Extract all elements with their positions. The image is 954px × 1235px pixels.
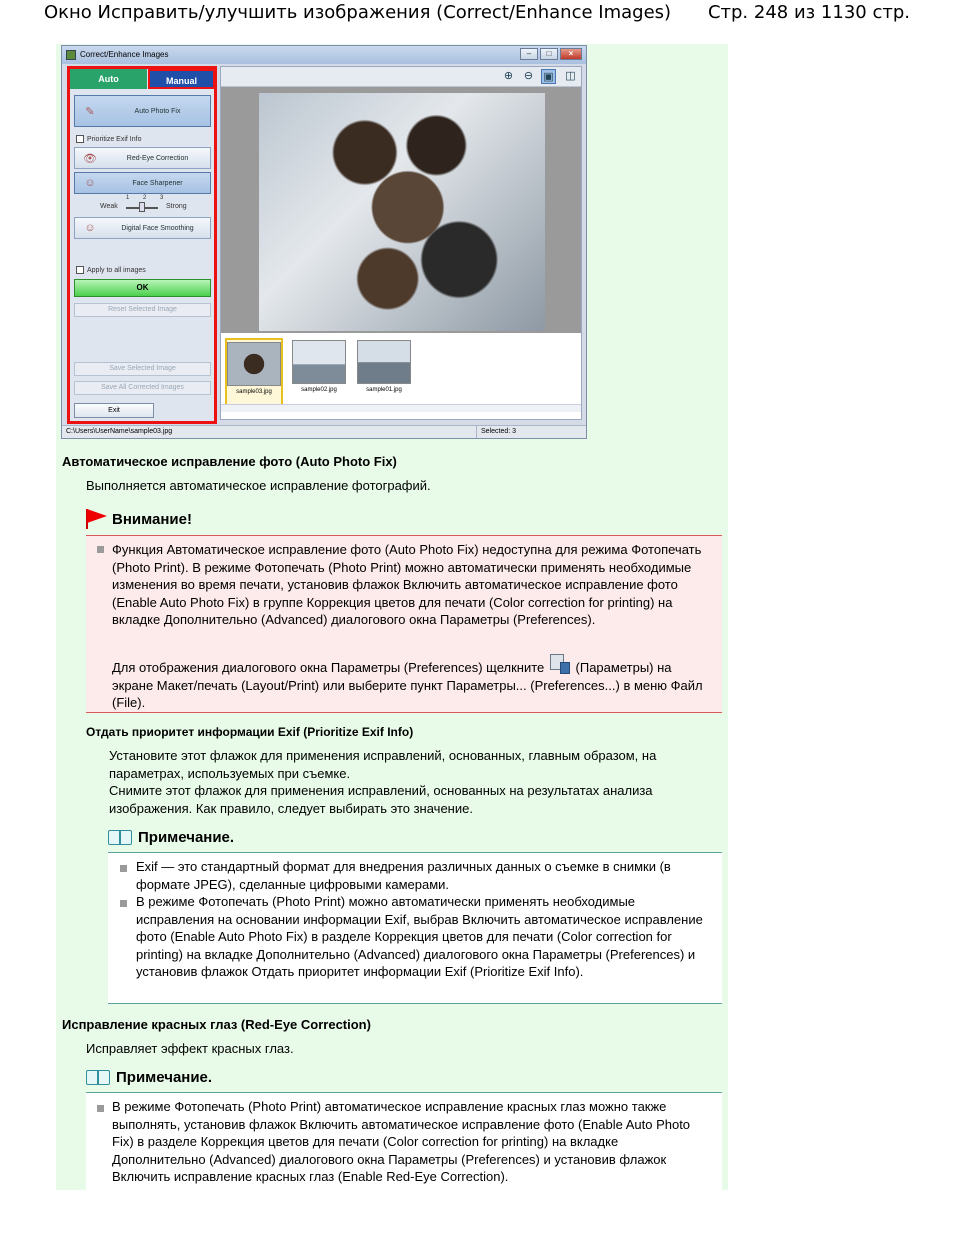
tab-manual[interactable]: Manual (148, 69, 215, 89)
status-bar (62, 425, 586, 438)
warning-flag-icon (84, 509, 108, 529)
checkbox-box (76, 135, 84, 143)
thumbnail-image (292, 340, 346, 384)
zoom-out-icon[interactable]: ⊖ (523, 70, 534, 82)
face-sharpener-label: Face Sharpener (132, 179, 183, 187)
note-1-item-1: Exif — это стандартный формат для внедрения различных данных о съемке в снимки (в формате JPEG), сделанные цифровыми камерами. (136, 859, 671, 892)
note-1-item-2: В режиме Фотопечать (Photo Print) можно автоматически применять необходимые исправления на основании информации Exif, выбрав Включить автоматическое исправление фото (Enable Auto Photo Fix) в разделе Коррекция цветов для печати (Color correction for printing) на вкладке Дополнительно (Advanced) диалогового окна Параметры (Preferences) и установив флажок Отдать приоритет информации Exif (Prioritize Exif Info). (136, 894, 703, 979)
slider-ticks: 1 2 3 (126, 195, 170, 201)
warning-box (86, 535, 722, 713)
app-icon (66, 50, 76, 60)
auto-fix-description: Выполняется автоматическое исправление фотографий. (86, 478, 431, 493)
bullet-icon (97, 546, 104, 553)
compare-view-icon[interactable]: ◫ (565, 70, 576, 82)
note-title-text: Примечание. (138, 828, 235, 846)
reset-selected-button[interactable]: Reset Selected Image (74, 303, 211, 317)
maximize-button[interactable]: □ (540, 48, 558, 60)
exif-description-1: Установите этот флажок для применения исправлений, основанных, главным образом, на параметрах, используемых при съемке. (109, 748, 657, 781)
note-2-item-1: В режиме Фотопечать (Photo Print) автоматическое исправление красных глаз можно также выполнять, установив флажок Включить автоматическое исправление фото (Enable Auto Photo Fix) в разделе Коррекция цветов для печати (Color correction for printing) на вкладке Дополнительно (Advanced) диалогового окна Параметры (Preferences) и установив флажок Включить исправление красных глаз (Enable Red-Eye Correction). (112, 1099, 691, 1184)
correction-panel (67, 66, 217, 424)
ok-button[interactable]: OK (74, 279, 211, 297)
thumbnail-strip (221, 334, 581, 412)
status-selected: Selected: 3 (476, 426, 584, 438)
minimize-button[interactable]: – (520, 48, 538, 60)
exit-button[interactable]: Exit (74, 403, 154, 418)
warning-text-2b: (Параметры) на экране Макет/печать (Layout/Print) или выберите пункт Параметры... (Preferences...) в меню Файл (File). (112, 660, 703, 710)
thumbnail-item[interactable] (290, 338, 348, 408)
book-icon (108, 828, 134, 846)
thumbnail-item[interactable] (355, 338, 413, 408)
warning-text-2 (112, 654, 716, 712)
thumbnail-image (357, 340, 411, 384)
sharpness-slider[interactable] (90, 195, 210, 213)
image-preview-area (221, 87, 581, 333)
prioritize-exif-label: Prioritize Exif Info (87, 135, 142, 143)
window-titlebar (62, 46, 586, 64)
thumbnail-item[interactable] (225, 338, 283, 408)
exif-heading: Отдать приоритет информации Exif (Prioritize Exif Info) (86, 725, 414, 739)
save-all-button[interactable]: Save All Corrected Images (74, 381, 211, 395)
exif-description-2: Снимите этот флажок для применения исправлений, основанных на результатах анализа изображения. Как правило, следует выбирать это значение. (109, 783, 653, 816)
checkbox-box (76, 266, 84, 274)
warning-text: Функция Автоматическое исправление фото (Auto Photo Fix) недоступна для режима Фотопечать (Photo Print). В режиме Фотопечать (Photo Print) можно автоматически применять необходимые изменения во время печати, установив флажок Включить автоматическое исправление фото (Enable Auto Photo Fix) в группе Коррекция цветов для печати (Color correction for printing) на вкладке Дополнительно (Advanced) диалогового окна Параметры (Preferences). (112, 542, 702, 627)
slider-weak-label: Weak (100, 203, 118, 210)
preferences-icon (548, 654, 572, 676)
auto-fix-heading: Автоматическое исправление фото (Auto Photo Fix) (62, 454, 397, 469)
slider-knob[interactable] (139, 202, 145, 212)
slider-strong-label: Strong (166, 203, 187, 210)
save-selected-button[interactable]: Save Selected Image (74, 362, 211, 376)
digital-face-label: Digital Face Smoothing (121, 224, 194, 232)
digital-face-smoothing-button[interactable] (74, 217, 211, 239)
face-smoothing-icon: ☺ (84, 222, 96, 234)
bullet-icon (120, 900, 127, 907)
page-counter: Стр. 248 из 1130 стр. (707, 2, 910, 23)
redeye-heading: Исправление красных глаз (Red-Eye Correction) (62, 1017, 371, 1032)
bullet-icon (120, 865, 127, 872)
note-title-2 (86, 1068, 212, 1086)
apply-all-checkbox[interactable] (76, 266, 146, 274)
whole-image-view-icon[interactable]: ▣ (541, 69, 556, 84)
preview-panel (220, 66, 582, 420)
apply-all-label: Apply to all images (87, 266, 146, 274)
correct-enhance-window (61, 45, 587, 439)
close-button[interactable]: × (560, 48, 582, 60)
status-path: C:\Users\UserName\sample03.jpg (66, 428, 173, 435)
redeye-description: Исправляет эффект красных глаз. (86, 1041, 294, 1056)
document-title: Окно Исправить/улучшить изображения (Correct/Enhance Images) (44, 2, 672, 23)
red-eye-icon: 👁 (83, 152, 97, 165)
bullet-icon (97, 1105, 104, 1112)
thumbnail-image (227, 342, 281, 386)
view-toolbar (221, 67, 581, 87)
auto-photo-fix-label: Auto Photo Fix (134, 107, 181, 115)
thumbnail-name: sample03.jpg (236, 389, 272, 395)
zoom-in-icon[interactable]: ⊕ (503, 70, 514, 82)
note-title-text: Примечание. (116, 1068, 213, 1086)
note-title-1 (108, 828, 234, 846)
warning-title (84, 509, 192, 529)
horizontal-scrollbar[interactable] (221, 404, 581, 412)
thumbnail-name: sample01.jpg (366, 387, 402, 393)
note-box-1 (108, 852, 722, 1004)
red-eye-button[interactable] (74, 147, 211, 169)
window-title: Correct/Enhance Images (80, 50, 169, 59)
auto-fix-icon: ✎ (85, 105, 95, 118)
auto-photo-fix-button[interactable] (74, 95, 211, 127)
thumbnail-name: sample02.jpg (301, 387, 337, 393)
note-box-2 (86, 1092, 722, 1190)
red-eye-label: Red-Eye Correction (126, 154, 189, 162)
warning-text-2a: Для отображения диалогового окна Параметры (Preferences) щелкните (112, 660, 545, 675)
prioritize-exif-checkbox[interactable] (76, 135, 141, 143)
tab-auto[interactable]: Auto (70, 69, 147, 89)
book-icon (86, 1068, 112, 1086)
warning-title-text: Внимание! (112, 510, 192, 528)
preview-photo (259, 93, 545, 331)
face-sharpener-icon: ☺ (84, 177, 96, 189)
face-sharpener-button[interactable] (74, 172, 211, 194)
